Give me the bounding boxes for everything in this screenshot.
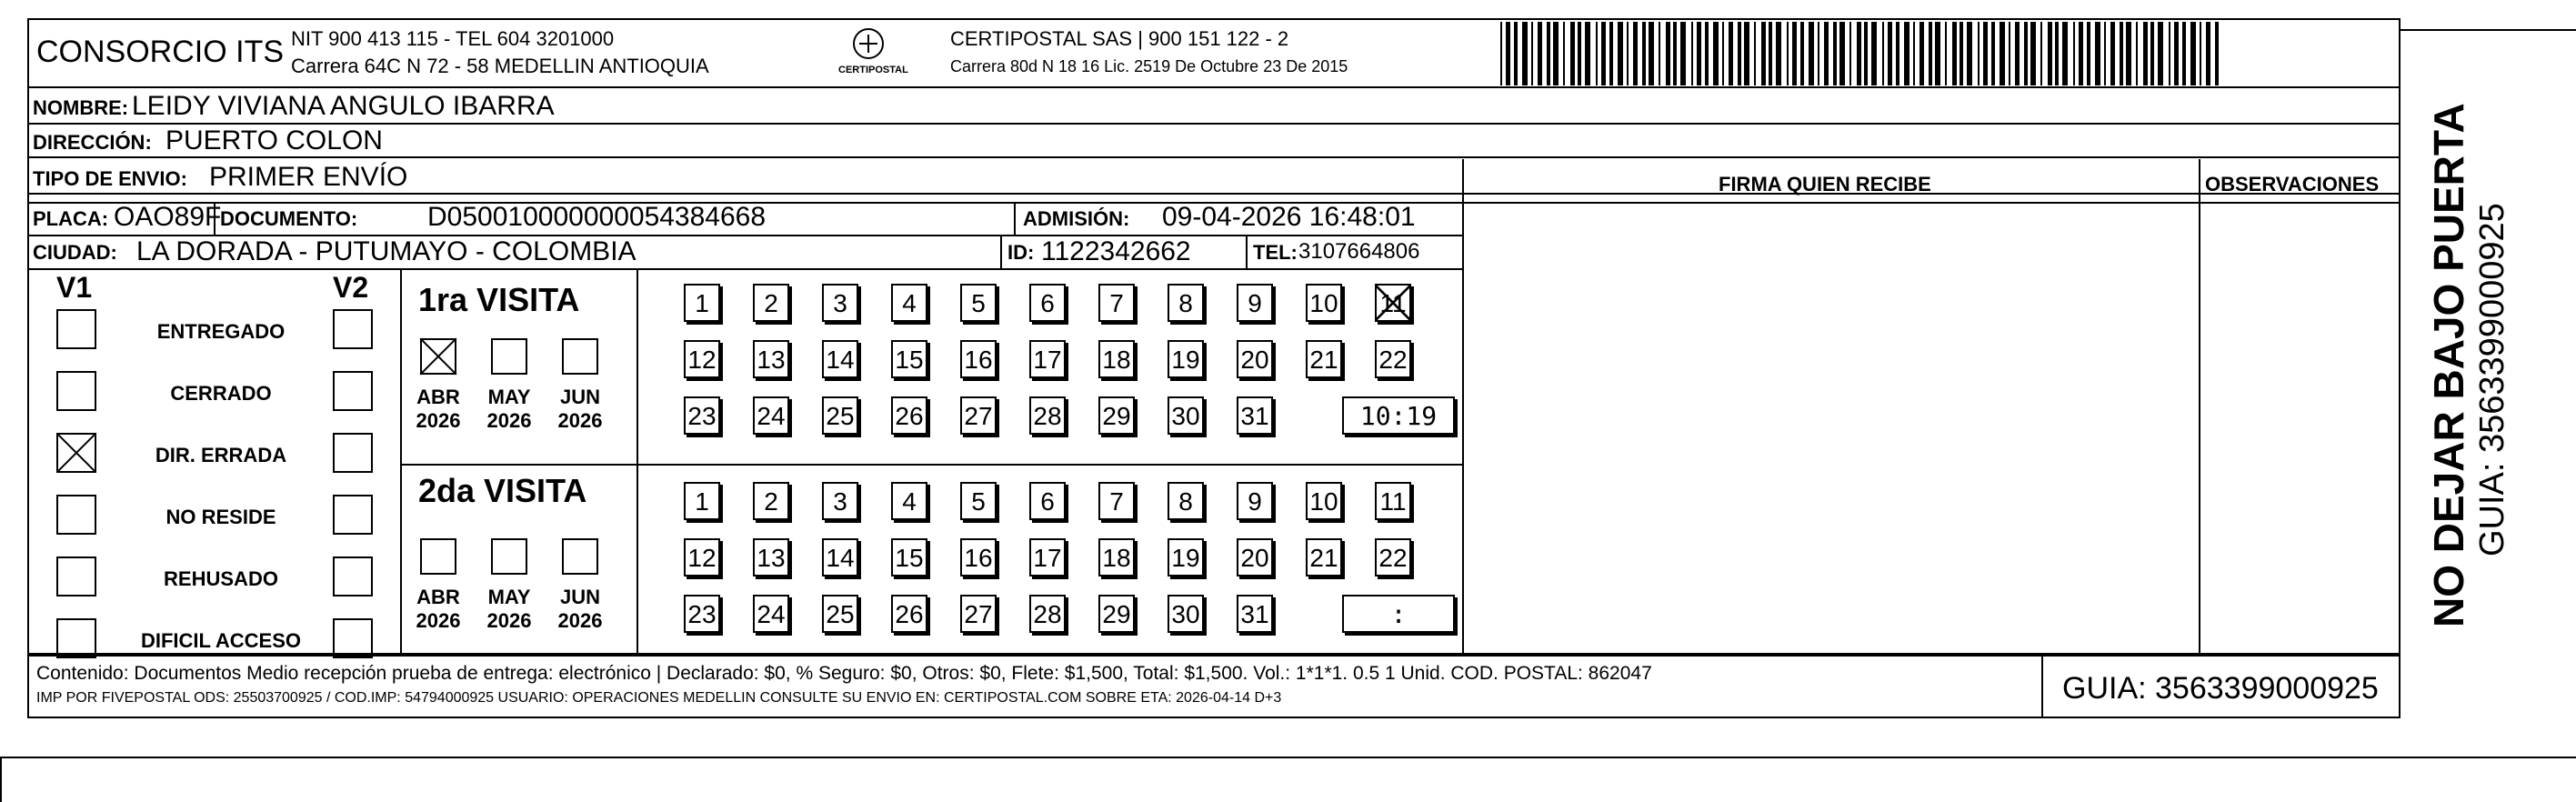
v2-day-4[interactable]: 4 — [891, 482, 927, 520]
v1-day-15[interactable]: 15 — [891, 340, 927, 378]
side-warning: NO DEJAR BAJO PUERTA — [2425, 103, 2472, 627]
v2-day-17[interactable]: 17 — [1029, 538, 1066, 576]
v2-day-18[interactable]: 18 — [1098, 538, 1135, 576]
v2-day-28[interactable]: 28 — [1029, 595, 1066, 633]
v1-day-29[interactable]: 29 — [1098, 396, 1135, 435]
v2-label: V2 — [333, 271, 369, 304]
v1-day-6[interactable]: 6 — [1029, 284, 1066, 322]
id-value: 1122342662 — [1041, 236, 1191, 266]
v1-day-8[interactable]: 8 — [1168, 284, 1204, 322]
status-label-3: NO RESIDE — [165, 506, 276, 528]
tel-value: 3107664806 — [1298, 239, 1420, 264]
observaciones-header: OBSERVACIONES — [2205, 173, 2380, 195]
v1-day-23[interactable]: 23 — [684, 396, 720, 435]
documento-label: DOCUMENTO: — [220, 207, 358, 230]
v2-day-11[interactable]: 11 — [1375, 482, 1411, 520]
v1-checkbox-3[interactable] — [56, 495, 96, 535]
v1-day-20[interactable]: 20 — [1237, 340, 1273, 378]
v1-day-11[interactable]: 11 — [1375, 284, 1411, 322]
v1-day-2[interactable]: 2 — [753, 284, 789, 322]
v1-day-9[interactable]: 9 — [1237, 284, 1273, 322]
v2-day-24[interactable]: 24 — [753, 595, 789, 633]
v2-month-box-2[interactable] — [562, 538, 598, 575]
v1-day-14[interactable]: 14 — [822, 340, 858, 378]
v1-day-1[interactable]: 1 — [684, 284, 720, 322]
v1-month-box-2[interactable] — [562, 338, 598, 375]
status-label-1: CERRADO — [170, 382, 272, 405]
v2-day-29[interactable]: 29 — [1098, 595, 1135, 633]
tel-label: TEL: — [1253, 241, 1298, 264]
v1-day-5[interactable]: 5 — [960, 284, 997, 322]
v1-day-27[interactable]: 27 — [960, 396, 997, 435]
firma-header: FIRMA QUIEN RECIBE — [1719, 173, 1931, 195]
id-label: ID: — [1007, 241, 1035, 264]
v1-day-12[interactable]: 12 — [684, 340, 720, 378]
v1-checkbox-4[interactable] — [56, 556, 96, 596]
v2-checkbox-2[interactable] — [333, 433, 373, 473]
v1-month-label-2: JUN 2026 — [557, 386, 603, 433]
v2-checkbox-5[interactable] — [333, 618, 373, 658]
visita2-title: 2da VISITA — [418, 472, 587, 509]
v2-day-9[interactable]: 9 — [1237, 482, 1273, 520]
v1-month-label-1: MAY 2026 — [486, 386, 532, 433]
v1-month-box-1[interactable] — [491, 338, 527, 375]
nit-line: NIT 900 413 115 - TEL 604 3201000 — [291, 27, 615, 50]
status-label-4: REHUSADO — [164, 567, 278, 590]
v1-day-24[interactable]: 24 — [753, 396, 789, 435]
v2-day-15[interactable]: 15 — [891, 538, 927, 576]
v2-day-19[interactable]: 19 — [1168, 538, 1204, 576]
v2-day-2[interactable]: 2 — [753, 482, 789, 520]
barcode — [1500, 22, 2228, 85]
status-label-2: DIR. ERRADA — [155, 444, 287, 466]
v2-month-label-0: ABR 2026 — [416, 586, 461, 633]
tipo-label: TIPO DE ENVIO: — [33, 167, 187, 190]
v2-day-31[interactable]: 31 — [1237, 595, 1273, 633]
v1-day-26[interactable]: 26 — [891, 396, 927, 435]
v1-checkbox-2[interactable] — [56, 433, 96, 473]
v2-day-20[interactable]: 20 — [1237, 538, 1273, 576]
v1-time-box[interactable]: 10:19 — [1342, 396, 1455, 435]
v2-month-label-2: JUN 2026 — [557, 586, 603, 633]
v1-label: V1 — [56, 271, 93, 304]
v2-day-1[interactable]: 1 — [684, 482, 720, 520]
v2-day-27[interactable]: 27 — [960, 595, 997, 633]
status-label-5: DIFICIL ACCESO — [140, 629, 301, 652]
address-line: Carrera 64C N 72 - 58 MEDELLIN ANTIOQUIA — [291, 55, 709, 77]
v1-day-21[interactable]: 21 — [1306, 340, 1342, 378]
v2-day-13[interactable]: 13 — [753, 538, 789, 576]
v1-day-30[interactable]: 30 — [1168, 396, 1204, 435]
v2-checkbox-3[interactable] — [333, 495, 373, 535]
v2-checkbox-0[interactable] — [333, 309, 373, 349]
company-name: CONSORCIO ITS — [36, 35, 285, 69]
v1-day-25[interactable]: 25 — [822, 396, 858, 435]
status-label-0: ENTREGADO — [156, 320, 286, 343]
carrier-line: CERTIPOSTAL SAS | 900 151 122 - 2 — [950, 27, 1289, 50]
direccion-value: PUERTO COLON — [165, 125, 383, 155]
v2-day-6[interactable]: 6 — [1029, 482, 1066, 520]
v1-day-7[interactable]: 7 — [1098, 284, 1135, 322]
v2-day-14[interactable]: 14 — [822, 538, 858, 576]
footer-imp: IMP POR FIVEPOSTAL ODS: 25503700925 / COD.IMP: 54794000925 USUARIO: OPERACIONES MEDELLIN CONSULTE SU ENVIO EN: CERTIPOSTAL.COM SOBRE ETA: 2026-04-14 D+3 — [36, 690, 1282, 706]
v1-checkbox-5[interactable] — [56, 618, 96, 658]
v2-day-5[interactable]: 5 — [960, 482, 997, 520]
admision-value: 09-04-2026 16:48:01 — [1162, 202, 1416, 232]
placa-value: OAO89F — [114, 202, 222, 232]
v2-time-box[interactable]: : — [1342, 595, 1455, 633]
carrier-address: Carrera 80d N 18 16 Lic. 2519 De Octubre 23 De 2015 — [950, 57, 1348, 75]
footer-content: Contenido: Documentos Medio recepción prueba de entrega: electrónico | Declarado: $0, % Seguro: $0, Otros: $0, Flete: $1,500, Total: $1,500. Vol.: 1*1*1. 0.5 1 Unid. COD. POSTAL: 862047 — [36, 663, 1652, 684]
v1-day-10[interactable]: 10 — [1306, 284, 1342, 322]
placa-label: PLACA: — [33, 207, 109, 230]
direccion-label: DIRECCIÓN: — [33, 131, 152, 154]
v2-day-10[interactable]: 10 — [1306, 482, 1342, 520]
v2-day-3[interactable]: 3 — [822, 482, 858, 520]
ciudad-label: CIUDAD: — [33, 241, 117, 264]
certipostal-logo: CERTIPOSTAL — [837, 25, 900, 80]
v2-month-box-1[interactable] — [491, 538, 527, 575]
v2-day-30[interactable]: 30 — [1168, 595, 1204, 633]
v1-day-13[interactable]: 13 — [753, 340, 789, 378]
v2-checkbox-1[interactable] — [333, 371, 373, 411]
visita1-title: 1ra VISITA — [418, 281, 580, 318]
v1-day-4[interactable]: 4 — [891, 284, 927, 322]
v2-month-label-1: MAY 2026 — [486, 586, 532, 633]
v2-day-23[interactable]: 23 — [684, 595, 720, 633]
nombre-value: LEIDY VIVIANA ANGULO IBARRA — [132, 91, 555, 121]
nombre-label: NOMBRE: — [33, 96, 129, 119]
v1-day-31[interactable]: 31 — [1237, 396, 1273, 435]
v1-day-18[interactable]: 18 — [1098, 340, 1135, 378]
v1-day-17[interactable]: 17 — [1029, 340, 1066, 378]
v2-day-26[interactable]: 26 — [891, 595, 927, 633]
side-guia: GUIA: 3563399000925 — [2473, 203, 2511, 556]
v1-checkbox-1[interactable] — [56, 371, 96, 411]
v2-day-21[interactable]: 21 — [1306, 538, 1342, 576]
v2-day-8[interactable]: 8 — [1168, 482, 1204, 520]
v2-day-22[interactable]: 22 — [1375, 538, 1411, 576]
v1-checkbox-0[interactable] — [56, 309, 96, 349]
v2-checkbox-4[interactable] — [333, 556, 373, 596]
v2-day-25[interactable]: 25 — [822, 595, 858, 633]
admision-label: ADMISIÓN: — [1023, 207, 1130, 230]
v1-day-19[interactable]: 19 — [1168, 340, 1204, 378]
footer-guia: GUIA: 3563399000925 — [2062, 671, 2379, 706]
documento-value: D050010000000054384668 — [427, 202, 767, 232]
v2-day-12[interactable]: 12 — [684, 538, 720, 576]
v1-day-22[interactable]: 22 — [1375, 340, 1411, 378]
v1-month-label-0: ABR 2026 — [416, 386, 461, 433]
v1-day-28[interactable]: 28 — [1029, 396, 1066, 435]
ciudad-value: LA DORADA - PUTUMAYO - COLOMBIA — [136, 236, 636, 266]
v2-day-16[interactable]: 16 — [960, 538, 997, 576]
tipo-value: PRIMER ENVÍO — [209, 162, 408, 192]
v2-month-box-0[interactable] — [420, 538, 456, 575]
v1-day-3[interactable]: 3 — [822, 284, 858, 322]
v1-day-16[interactable]: 16 — [960, 340, 997, 378]
v2-day-7[interactable]: 7 — [1098, 482, 1135, 520]
v1-month-box-0[interactable] — [420, 338, 456, 375]
